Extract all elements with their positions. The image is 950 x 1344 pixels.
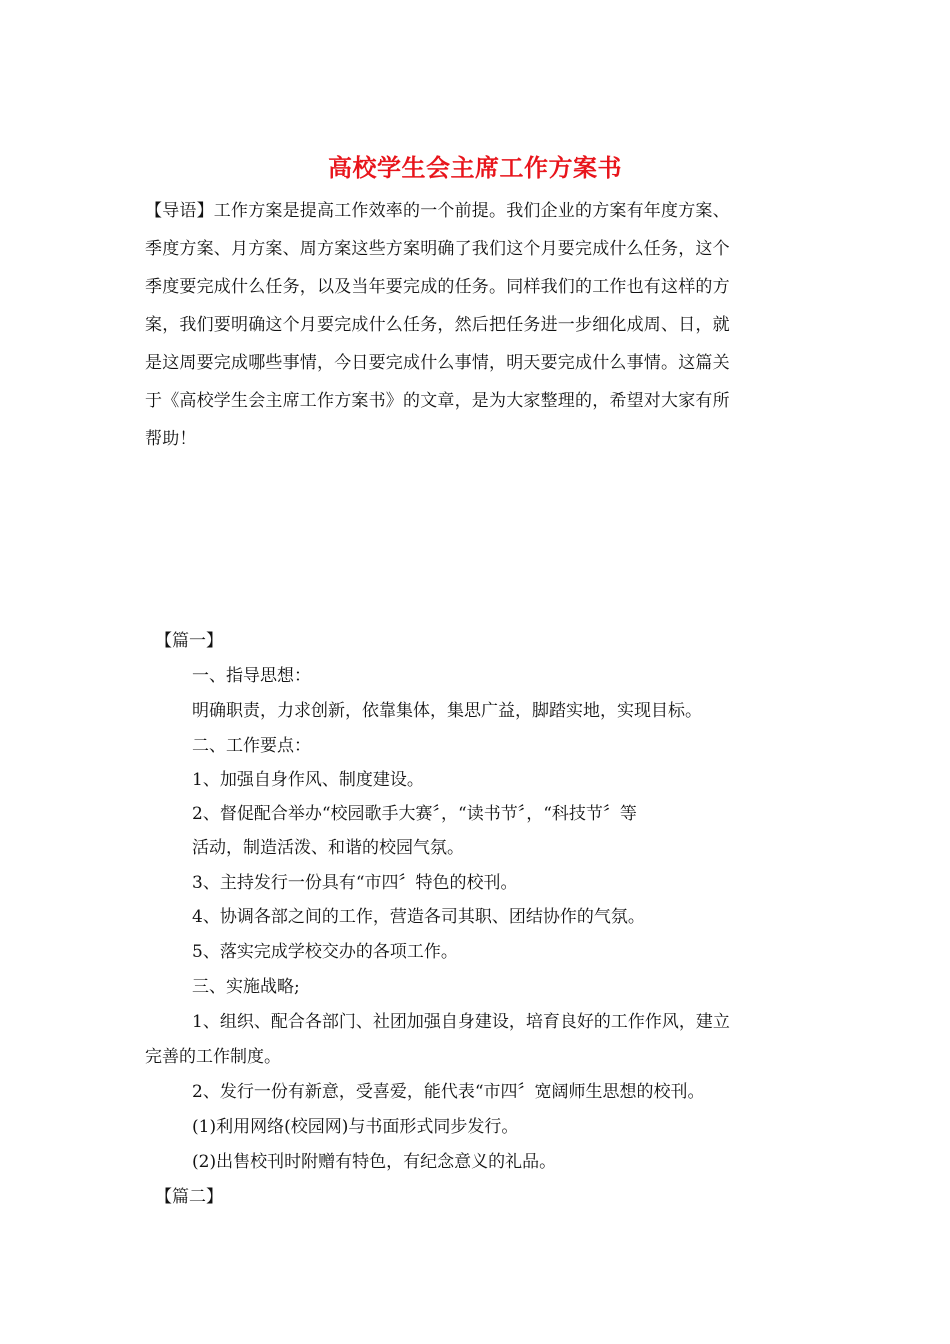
intro-line: 季度方案、月方案、周方案这些方案明确了我们这个月要完成什么任务，这个 bbox=[145, 239, 730, 259]
intro-line: 是这周要完成哪些事情，今日要完成什么事情，明天要完成什么事情。这篇关 bbox=[145, 353, 730, 373]
section1-line: 2、督促配合举办“校园歌手大赛〞，“读书节〞，“科技节〞等 bbox=[192, 804, 637, 824]
section1-line: 1、组织、配合各部门、社团加强自身建设，培育良好的工作作风，建立 bbox=[192, 1012, 730, 1032]
section1-line: 5、落实完成学校交办的各项工作。 bbox=[192, 942, 458, 962]
intro-paragraph bbox=[145, 192, 805, 458]
section1-line: 一、指导思想： bbox=[192, 666, 311, 686]
section1-line: 明确职责，力求创新，依靠集体，集思广益，脚踏实地，实现目标。 bbox=[192, 701, 702, 721]
section-heading-2: 【篇二】 bbox=[155, 1187, 223, 1207]
intro-line: 季度要完成什么任务，以及当年要完成的任务。同样我们的工作也有这样的方 bbox=[145, 277, 730, 297]
section1-line: 完善的工作制度。 bbox=[145, 1047, 281, 1067]
section1-line: 二、工作要点： bbox=[192, 736, 311, 756]
intro-line: 帮助！ bbox=[145, 429, 197, 449]
section1-line: 2、发行一份有新意，受喜爱，能代表“市四〞宽阔师生思想的校刊。 bbox=[192, 1082, 705, 1102]
section1-line: 1、加强自身作风、制度建设。 bbox=[192, 770, 424, 790]
section1-line: 活动，制造活泼、和谐的校园气氛。 bbox=[192, 838, 464, 858]
section1-line: (1)利用网络(校园网)与书面形式同步发行。 bbox=[192, 1117, 519, 1137]
intro-line: 案，我们要明确这个月要完成什么任务，然后把任务进一步细化成周、日，就 bbox=[145, 315, 730, 335]
intro-line: 于《高校学生会主席工作方案书》的文章，是为大家整理的，希望对大家有所 bbox=[145, 391, 730, 411]
section1-line: (2)出售校刊时附赠有特色，有纪念意义的礼品。 bbox=[192, 1152, 557, 1172]
section1-line: 三、实施战略; bbox=[192, 977, 300, 997]
intro-line: 【导语】工作方案是提高工作效率的一个前提。我们企业的方案有年度方案、 bbox=[145, 201, 730, 221]
section1-line: 3、主持发行一份具有“市四〞特色的校刊。 bbox=[192, 873, 518, 893]
section1-line: 4、协调各部之间的工作，营造各司其职、团结协作的气氛。 bbox=[192, 907, 645, 927]
document-title: 高校学生会主席工作方案书 bbox=[328, 153, 622, 182]
section-heading-1: 【篇一】 bbox=[155, 631, 223, 651]
